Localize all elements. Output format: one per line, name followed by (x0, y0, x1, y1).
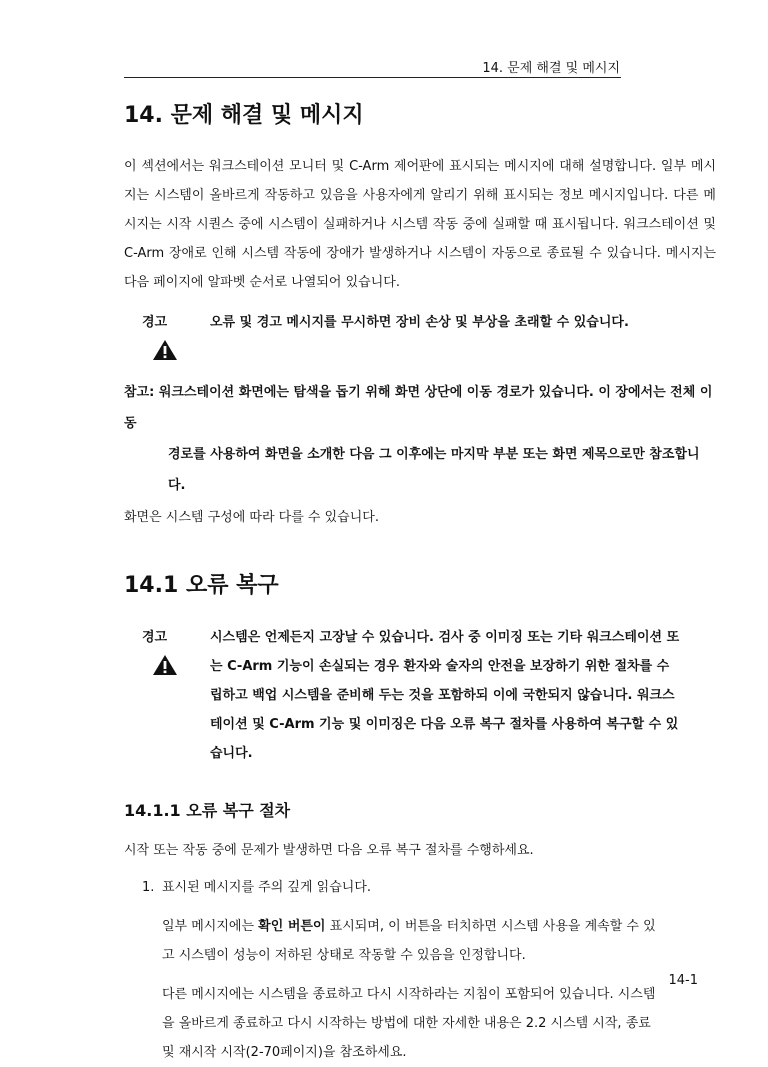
note-line-1: 참고: 워크스테이션 화면에는 탐색을 돕기 위해 화면 상단에 이동 경로가 있습니다. 이 장에서는 전체 이동 (124, 385, 713, 431)
subsection-title: 14.1.1 오류 복구 절차 (124, 801, 291, 820)
list-item-number: 1. (142, 880, 155, 895)
section-title: 14.1 오류 복구 (124, 573, 279, 598)
warning-side (124, 626, 210, 768)
warning-text: 시스템은 언제든지 고장날 수 있습니다. 검사 중 이미징 또는 기타 워크스테이션 또는 C-Arm 기능이 손실되는 경우 환자와 술자의 안전을 보장하기 위한 절차를 수립하고 백업 시스템을 준비해 두는 것을 포함하되 이에 국한되지 않습니다. 워크스테이션 및 C-Arm 기능 및 이미징은 다음 오류 복구 절차를 사용하여 복구할 수 있습니다. (210, 630, 680, 761)
warning-block-2 (124, 626, 716, 768)
step-detail-1 (162, 912, 662, 970)
note-block (124, 377, 716, 501)
running-header: 14. 문제 해결 및 메시지 (482, 61, 620, 76)
step-detail-1-prefix: 일부 메시지에는 (162, 919, 259, 934)
note-line-2: 경로를 사용하여 화면을 소개한 다음 그 이후에는 마지막 부분 또는 화면 제목으로만 참조합니다. (168, 447, 700, 493)
subsection-intro: 시작 또는 작동 중에 문제가 발생하면 다음 오류 복구 절차를 수행하세요. (124, 843, 534, 858)
step-detail-1-suffix: 표시되며, 이 버튼을 터치하면 시스템 사용을 계속할 수 있고 시스템이 성능이 저하된 상태로 작동할 수 있음을 인정합니다. (162, 919, 656, 963)
chapter-title: 14. 문제 해결 및 메시지 (124, 103, 364, 128)
warning-side (124, 311, 210, 365)
config-note: 화면은 시스템 구성에 따라 다를 수 있습니다. (124, 510, 379, 525)
list-item-text: 표시된 메시지를 주의 깊게 읽습니다. (162, 880, 372, 895)
page-number: 14-1 (668, 973, 698, 988)
warning-label: 경고 (142, 630, 168, 645)
header-rule (124, 77, 621, 78)
page-content (124, 98, 716, 1067)
warning-triangle-icon (152, 654, 178, 676)
confirm-button-term: 확인 버튼이 (258, 919, 326, 934)
warning-triangle-icon (152, 339, 178, 361)
warning-label: 경고 (142, 315, 168, 330)
warning-text: 오류 및 경고 메시지를 무시하면 장비 손상 및 부상을 초래할 수 있습니다. (210, 315, 629, 330)
chapter-intro: 이 섹션에서는 워크스테이션 모니터 및 C-Arm 제어판에 표시되는 메시지에 대해 설명합니다. 일부 메시지는 시스템이 올바르게 작동하고 있음을 사용자에게 알리기 위해 표시되는 정보 메시지입니다. 다른 메시지는 시작 시퀀스 중에 시스템이 실패하거나 시스템 작동 중에 실패할 때 표시됩니다. 워크스테이션 및 C-Arm 장애로 인해 시스템 작동에 장애가 발생하거나 시스템이 자동으로 종료될 수 있습니다. 메시지는 다음 페이지에 알파벳 순서로 나열되어 있습니다. (124, 159, 716, 290)
warning-block-1 (124, 311, 716, 365)
list-item (124, 873, 716, 902)
step-detail-2: 다른 메시지에는 시스템을 종료하고 다시 시작하라는 지침이 포함되어 있습니다. 시스템을 올바르게 종료하고 다시 시작하는 방법에 대한 자세한 내용은 2.2 시스템 시작, 종료 및 재시작 시작(2-70페이지)을 참조하세요. (162, 987, 656, 1060)
